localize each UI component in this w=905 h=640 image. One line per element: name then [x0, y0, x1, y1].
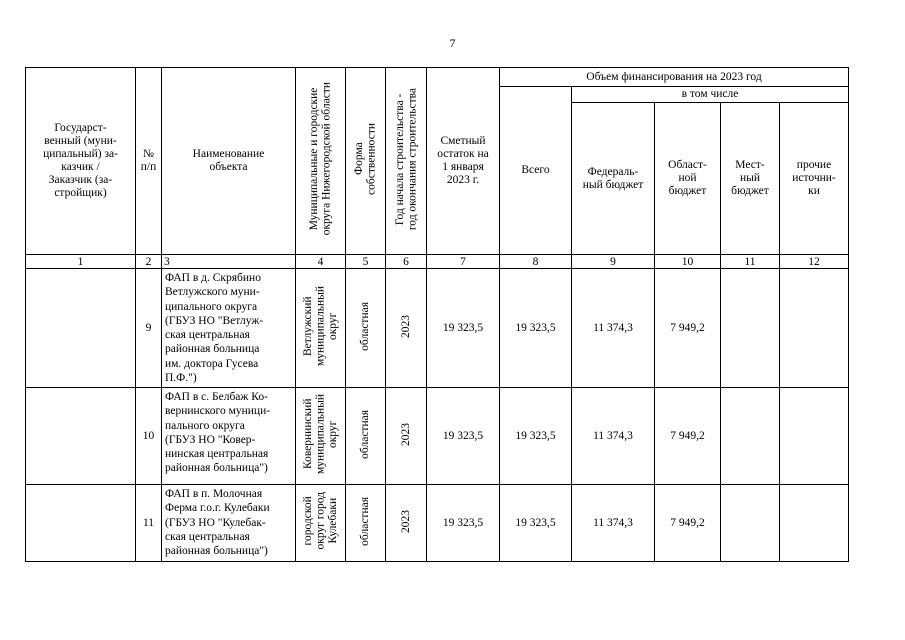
- row-municipality: Ковернинский муниципальный округ: [296, 388, 346, 485]
- row-municipality: Ветлужский муниципальный округ: [296, 269, 346, 388]
- column-number: 10: [655, 255, 721, 269]
- header-ownership: Форма собственности: [346, 68, 386, 255]
- column-number: 12: [780, 255, 849, 269]
- header-municipality: Муниципальные и городские округа Нижегородской области: [296, 68, 346, 255]
- row-balance: 19 323,5: [427, 388, 500, 485]
- row-municipality: городской округ город Кулебаки: [296, 485, 346, 562]
- row-years: 2023: [386, 388, 427, 485]
- row-other: [780, 269, 849, 388]
- row-regional: 7 949,2: [655, 485, 721, 562]
- row-balance: 19 323,5: [427, 269, 500, 388]
- header-num: № п/п: [136, 68, 162, 255]
- header-object-name: Наименование объекта: [162, 68, 296, 255]
- page-number: 7: [449, 36, 456, 50]
- row-local: [721, 485, 780, 562]
- header-customer: Государст- венный (муни- ципальный) за- казчик / Заказчик (за- стройщик): [26, 68, 136, 255]
- column-number: 4: [296, 255, 346, 269]
- header-total: Всего: [500, 87, 572, 255]
- row-num: 11: [136, 485, 162, 562]
- row-num: 9: [136, 269, 162, 388]
- row-object-name: ФАП в с. Белбаж Ко- вернинского муници- пального округа (ГБУЗ НО "Ковер- нинская центральная районная больница"): [162, 388, 296, 485]
- column-number: 5: [346, 255, 386, 269]
- row-federal: 11 374,3: [572, 269, 655, 388]
- row-balance: 19 323,5: [427, 485, 500, 562]
- column-number: 2: [136, 255, 162, 269]
- row-years: 2023: [386, 269, 427, 388]
- column-number: 9: [572, 255, 655, 269]
- column-number: 1: [26, 255, 136, 269]
- table-row: [26, 485, 849, 562]
- header-local: Мест- ный бюджет: [721, 103, 780, 255]
- row-object-name: ФАП в д. Скрябино Ветлужского муни- ципального округа (ГБУЗ НО "Ветлуж- ская центральная районная больница им. доктора Гусева П.Ф."): [162, 269, 296, 388]
- column-numbers-row: [26, 255, 849, 269]
- row-num: 10: [136, 388, 162, 485]
- header-including: в том числе: [572, 87, 849, 103]
- row-federal: 11 374,3: [572, 388, 655, 485]
- column-number: 8: [500, 255, 572, 269]
- column-number: 3: [162, 255, 296, 269]
- header-funding-volume: Объем финансирования на 2023 год: [500, 68, 849, 87]
- row-local: [721, 269, 780, 388]
- column-number: 6: [386, 255, 427, 269]
- row-customer: [26, 269, 136, 388]
- row-ownership: областная: [346, 485, 386, 562]
- row-regional: 7 949,2: [655, 269, 721, 388]
- header-federal: Федераль- ный бюджет: [572, 103, 655, 255]
- row-customer: [26, 388, 136, 485]
- row-object-name: ФАП в п. Молочная Ферма г.о.г. Кулебаки (ГБУЗ НО "Кулебак- ская центральная районная больница"): [162, 485, 296, 562]
- row-regional: 7 949,2: [655, 388, 721, 485]
- row-total: 19 323,5: [500, 269, 572, 388]
- row-ownership: областная: [346, 269, 386, 388]
- row-other: [780, 485, 849, 562]
- column-number: 7: [427, 255, 500, 269]
- header-other: прочие источни- ки: [780, 103, 849, 255]
- row-ownership: областная: [346, 388, 386, 485]
- row-local: [721, 388, 780, 485]
- table-row: [26, 269, 849, 388]
- row-years: 2023: [386, 485, 427, 562]
- header-construction-years: Год начала строительства - год окончания строительства: [386, 68, 427, 255]
- column-number: 11: [721, 255, 780, 269]
- row-total: 19 323,5: [500, 485, 572, 562]
- row-customer: [26, 485, 136, 562]
- row-total: 19 323,5: [500, 388, 572, 485]
- header-regional: Област- ной бюджет: [655, 103, 721, 255]
- row-other: [780, 388, 849, 485]
- header-estimated-balance: Сметный остаток на 1 января 2023 г.: [427, 68, 500, 255]
- funding-table: [25, 67, 849, 562]
- row-federal: 11 374,3: [572, 485, 655, 562]
- table-row: [26, 388, 849, 485]
